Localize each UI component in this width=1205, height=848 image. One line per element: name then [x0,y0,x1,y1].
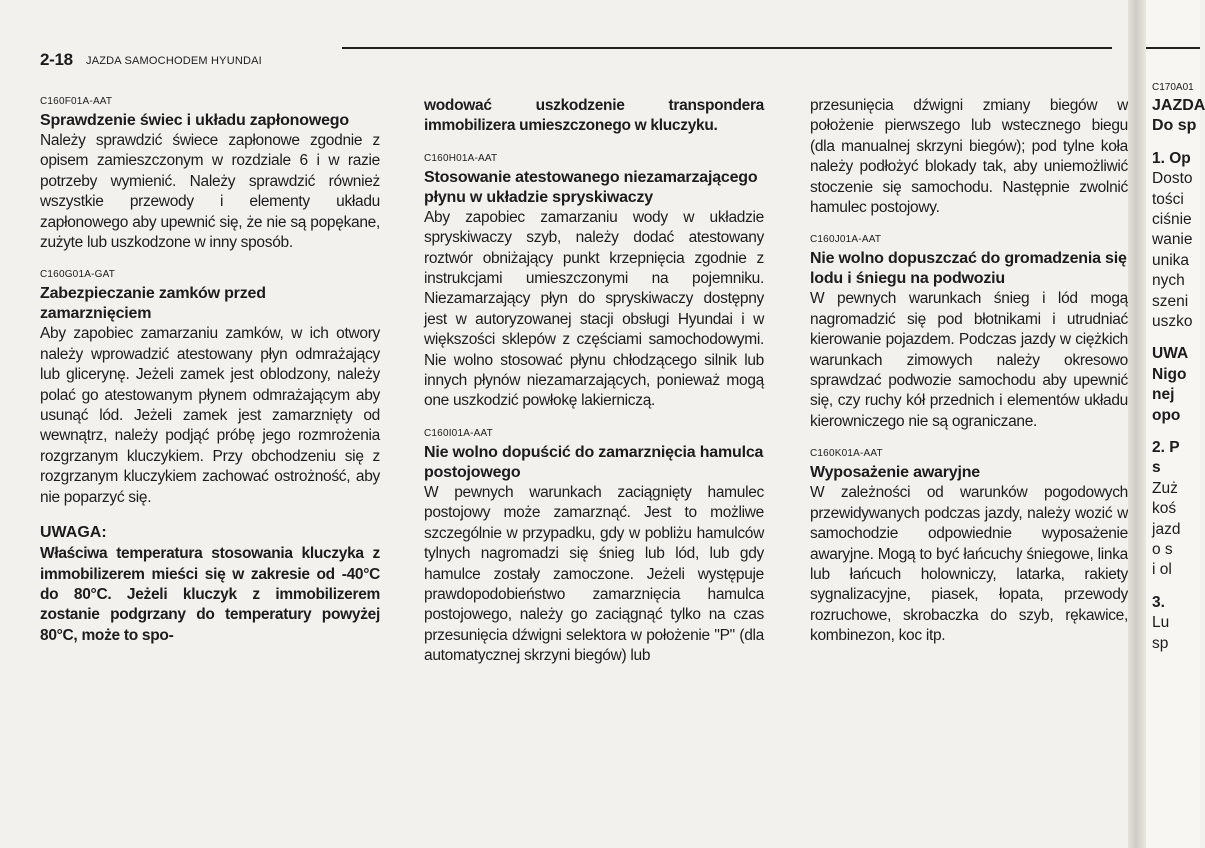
section-heading: Stosowanie atestowanego niezamarzającego płynu w układzie spryskiwaczy [424,168,758,206]
section-title: JAZDA SAMOCHODEM HYUNDAI [86,55,262,67]
section-body: Aby zapobiec zamarzaniu wody w układzie spryskiwaczy szyb, należy dodać atestowany roztwór obniżający punkt krzepnięcia zgodnie z instrukcjami umieszczonymi na pojemniku. Niezamarzający płyn do spryskiwaczy dostępny jest w autoryzowanej stacji obsługi Hyundai i w większości sklepów z częściami samochodowymi. Nie wolno stosować płynu chłodzącego silnik lub innych płynów niezamarzających, ponieważ mogą one uszkodzić powłokę lakierniczą. [424,208,764,410]
page-number: 2-18 [40,50,73,69]
section-body: W zależności od warunków pogodowych przewidywanych podczas jazdy, należy wozić w samochodzie odpowiednie wyposażenie awaryjne. Mogą to być łańcuchy śniegowe, linka lub łańcuch holowniczy, latarka, rakiety sygnalizacyjne, piasek, łopata, przewody rozruchowe, skrobaczka do szyb, rękawice, kombinezon, koc itp. [810,484,1128,645]
adjacent-page-line: 3. [1152,593,1165,611]
adjacent-page-line: i ol [1152,561,1172,579]
adjacent-page-line: s [1152,459,1161,477]
adjacent-page-line: nej [1152,386,1175,404]
warning-continuation: wodować uszkodzenie transpondera immobilizera umieszczonego w kluczyku. [424,97,764,135]
header-rule [342,47,1112,49]
adjacent-page-line: szeni [1152,292,1189,310]
section-body: Należy sprawdzić świece zapłonowe zgodnie z opisem zamieszczonym w rozdziale 6 i w razie potrzeby wymienić. Należy sprawdzić również wszystkie przewody i elementy układu zapłonowego aby upewnić się, że nie są popękane, zużyte lub uszkodzone w inny sposób. [40,132,380,252]
section-code: C160J01A-AAT [810,234,882,246]
section-heading: Nie wolno dopuścić do zamarznięcia hamulca postojowego [424,443,764,481]
adjacent-page-line: jazd [1152,520,1181,538]
adjacent-page-line: opo [1152,406,1181,424]
adjacent-page-line: nych [1152,272,1185,290]
adjacent-page-line: UWA [1152,345,1189,363]
adjacent-page-line: sp [1152,634,1169,652]
adjacent-page-line: Dosto [1152,170,1193,188]
warning-body: Właściwa temperatura stosowania kluczyka z immobilizerem mieści się w zakresie od -40°C do 80°C. Jeżeli kluczyk z immobilizerem zostanie podgrzany do temperatury powyżej 80°C, może to spo- [40,545,380,644]
section-code: C160H01A-AAT [424,152,498,164]
adjacent-page-line: 2. P [1152,439,1180,456]
adjacent-page-line: Nigo [1152,365,1187,383]
section-code: C160F01A-AAT [40,96,113,107]
adjacent-page-line: Zuż [1152,479,1178,497]
adjacent-section-code: C170A01 [1152,82,1194,93]
warning-label: UWAGA: [40,524,107,542]
adjacent-header-rule [1146,47,1200,49]
section-heading: Sprawdzenie świec i układu zapłonowego [40,112,349,129]
column-left [40,96,380,646]
section-heading: Nie wolno dopuszczać do gromadzenia się lodu i śniegu na podwoziu [810,250,1127,288]
section-code: C160K01A-AAT [810,448,883,460]
section-code: C160G01A-GAT [40,269,116,281]
adjacent-page-line: uszko [1152,313,1193,330]
adjacent-page-line: 1. Op [1152,149,1191,167]
adjacent-page-line: ciśnie [1152,211,1192,228]
section-body: W pewnych warunkach śnieg i lód mogą nagromadzić się pod błotnikami i utrudniać kierowanie pojazdem. Podczas jazdy w ciężkich warunkach zimowych należy okresowo sprawdzać podwozie samochodu aby upewnić się, czy ruchy kół przednich i elementów układu kierowniczego nie są ograniczane. [810,290,1128,430]
section-heading: Zabezpieczanie zamków przed zamarznięciem [40,285,266,323]
adjacent-page-line: JAZDA [1152,97,1205,114]
adjacent-page-line: o s [1152,541,1173,558]
column-middle [424,96,764,667]
column-right [810,96,1128,647]
section-body: Aby zapobiec zamarzaniu zamków, w ich otwory należy wprowadzić atestowany płyn odmrażający lub glicerynę. Jeżeli zamek jest oblodzony, należy polać go atestowanym płynem odmrażającym aby usunąć lód. Jeżeli zamek jest zamarznięty od wewnątrz, należy podjąć próbę jego rozmrożenia rozgrzanym kluczykiem. Przy obchodzeniu się z rozgrzanym kluczykiem zachować ostrożność, aby nie poparzyć się. [40,325,380,506]
adjacent-page-line: Lu [1152,614,1170,632]
adjacent-page-line: wanie [1152,231,1193,249]
section-heading: Wyposażenie awaryjne [810,464,981,482]
adjacent-page-line: tości [1152,190,1184,208]
adjacent-page-line: Do sp [1152,117,1197,135]
section-body: W pewnych warunkach zaciągnięty hamulec postojowy może zamarznąć. Jest to możliwe szczególnie w przypadku, gdy w pobliżu hamulców tylnych nagromadzi się śnieg lub lód, lub gdy hamulce zostały zamoczone. Jeżeli występuje prawdopodobieństwo zamarznięcia hamulca postojowego, należy go zaciągnąć tylko na czas przesunięcia dźwigni selektora w położenie "P" (dla automatycznej skrzyni biegów) lub [424,483,764,665]
paragraph-continuation: przesunięcia dźwigni zmiany biegów w położenie pierwszego lub wstecznego biegu (dla manualnej skrzyni biegów); pod tylne koła należy podłożyć blokady tak, aby uniemożliwić stoczenie się samochodu. Następnie zwolnić hamulec postojowy. [810,97,1128,217]
section-code: C160I01A-AAT [424,427,493,439]
book-spine [1128,0,1146,848]
adjacent-page-line: koś [1152,500,1177,518]
adjacent-page-line: unika [1152,251,1190,269]
